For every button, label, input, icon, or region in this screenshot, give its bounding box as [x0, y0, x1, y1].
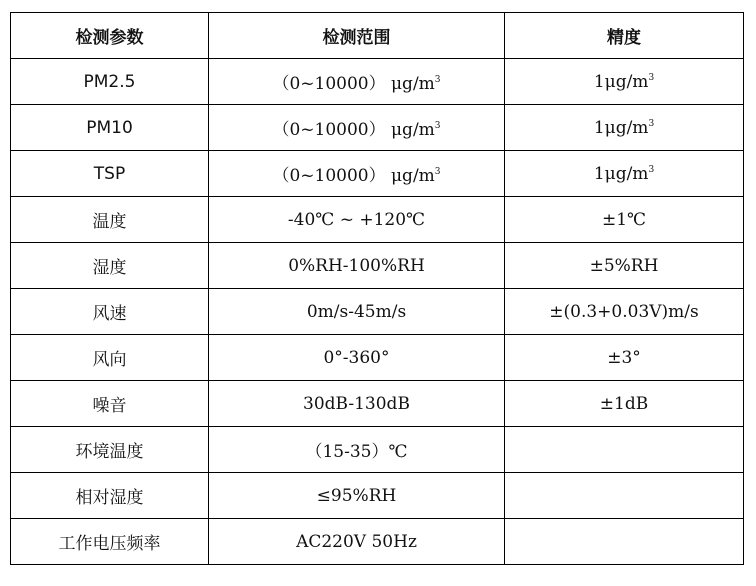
- accuracy-text: 1μg/m: [593, 117, 649, 138]
- accuracy-text: ±1dB: [599, 393, 649, 414]
- accuracy-cell: [505, 427, 744, 473]
- range-superscript: 3: [434, 75, 441, 85]
- param-cell: 风向: [11, 335, 209, 381]
- range-text: （15-35）℃: [305, 442, 408, 462]
- accuracy-cell: [505, 59, 744, 105]
- range-text: （0~10000） μg/m: [272, 120, 435, 140]
- param-cell: 环境温度: [11, 427, 209, 473]
- accuracy-superscript: 3: [648, 118, 655, 129]
- range-cell: [209, 243, 505, 289]
- table-row: [11, 519, 744, 565]
- range-cell: [209, 427, 505, 473]
- accuracy-cell: [505, 473, 744, 519]
- table-row: [11, 151, 744, 197]
- range-superscript: 3: [434, 167, 441, 177]
- table-row: [11, 243, 744, 289]
- accuracy-superscript: 3: [648, 72, 655, 83]
- accuracy-cell: [505, 335, 744, 381]
- param-cell: TSP: [11, 151, 209, 197]
- range-text: -40℃ ~ +120℃: [287, 209, 426, 230]
- range-text: ≤95%RH: [316, 485, 397, 506]
- accuracy-text: ±3°: [607, 347, 641, 368]
- range-text: 30dB-130dB: [303, 393, 410, 414]
- range-text: AC220V 50Hz: [296, 531, 417, 552]
- accuracy-cell: [505, 197, 744, 243]
- accuracy-superscript: 3: [648, 164, 655, 175]
- range-text: 0°-360°: [323, 347, 390, 368]
- param-cell: 温度: [11, 197, 209, 243]
- spec-table: [10, 12, 744, 565]
- header-accuracy: 精度: [505, 13, 744, 59]
- table-row: [11, 197, 744, 243]
- table-row: [11, 105, 744, 151]
- range-cell: [209, 289, 505, 335]
- table-row: [11, 427, 744, 473]
- param-cell: 湿度: [11, 243, 209, 289]
- param-cell: 相对湿度: [11, 473, 209, 519]
- range-cell: [209, 381, 505, 427]
- param-cell: PM2.5: [11, 59, 209, 105]
- param-cell: 风速: [11, 289, 209, 335]
- accuracy-cell: [505, 519, 744, 565]
- range-cell: [209, 197, 505, 243]
- param-cell: 工作电压频率: [11, 519, 209, 565]
- range-cell: [209, 473, 505, 519]
- range-cell: [209, 105, 505, 151]
- table-row: [11, 381, 744, 427]
- header-param: 检测参数: [11, 13, 209, 59]
- range-cell: [209, 519, 505, 565]
- header-range: 检测范围: [209, 13, 505, 59]
- param-cell: PM10: [11, 105, 209, 151]
- table-row: [11, 289, 744, 335]
- accuracy-text: ±(0.3+0.03V)m/s: [549, 301, 699, 322]
- accuracy-cell: [505, 243, 744, 289]
- range-cell: [209, 59, 505, 105]
- accuracy-text: 1μg/m: [593, 71, 649, 92]
- accuracy-text: ±1℃: [601, 209, 647, 230]
- accuracy-cell: [505, 381, 744, 427]
- param-cell: 噪音: [11, 381, 209, 427]
- accuracy-cell: [505, 105, 744, 151]
- table-body: [11, 59, 744, 565]
- range-text: 0%RH-100%RH: [288, 255, 425, 276]
- range-cell: [209, 151, 505, 197]
- range-superscript: 3: [434, 121, 441, 131]
- range-cell: [209, 335, 505, 381]
- table-row: [11, 59, 744, 105]
- range-text: （0~10000） μg/m: [272, 74, 435, 94]
- accuracy-text: ±5%RH: [589, 255, 659, 276]
- header-row: [11, 13, 744, 59]
- table-row: [11, 473, 744, 519]
- accuracy-cell: [505, 289, 744, 335]
- accuracy-text: 1μg/m: [593, 163, 649, 184]
- accuracy-cell: [505, 151, 744, 197]
- table-row: [11, 335, 744, 381]
- range-text: （0~10000） μg/m: [272, 166, 435, 186]
- table-header: [11, 13, 744, 59]
- range-text: 0m/s-45m/s: [306, 301, 407, 322]
